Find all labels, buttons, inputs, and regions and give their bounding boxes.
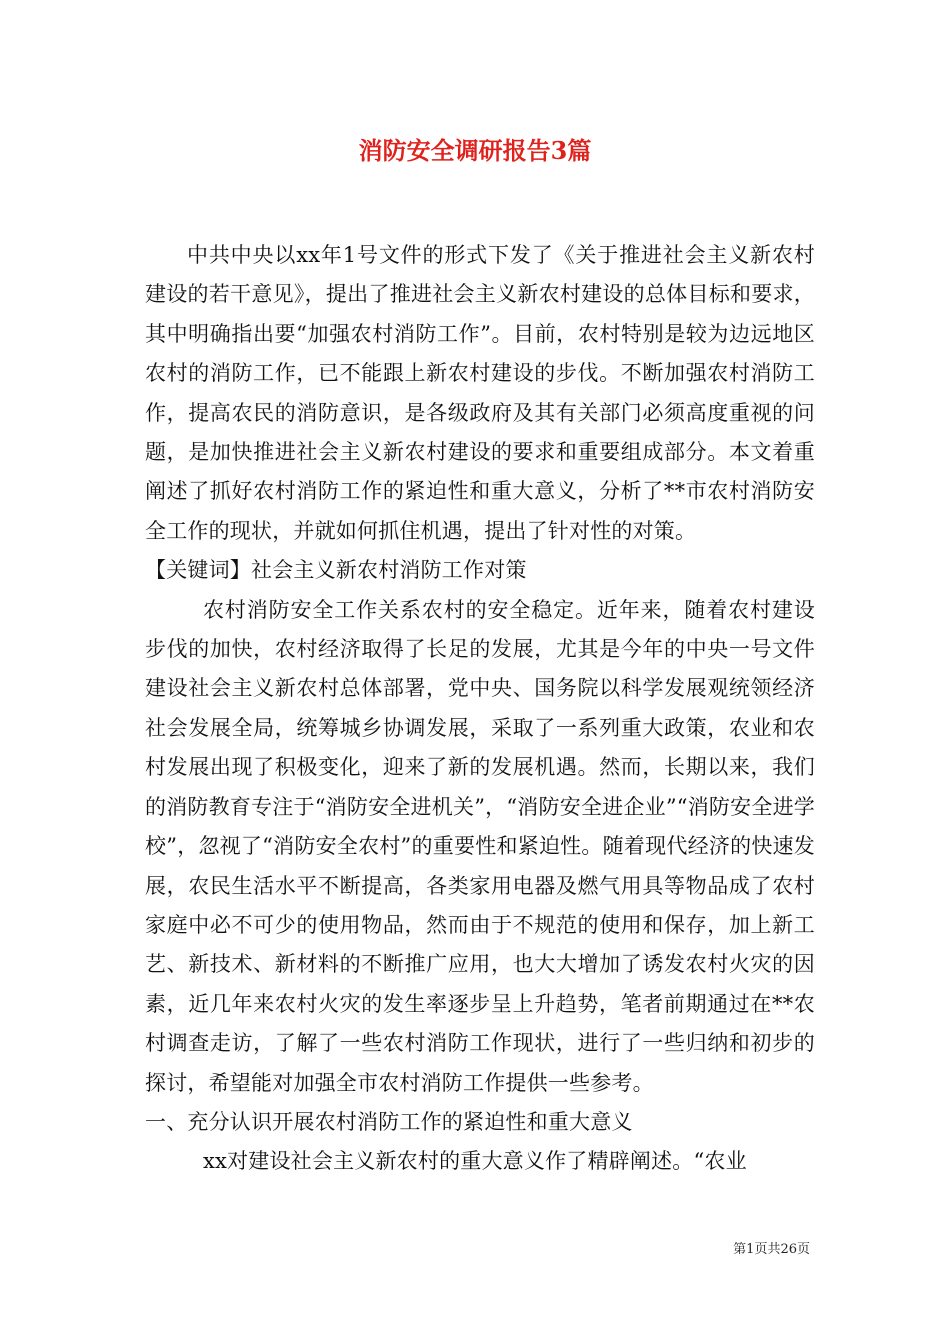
abstract-paragraph: 中共中央以xx年1号文件的形式下发了《关于推进社会主义新农村建设的若干意见》，提出了推进社会主义新农村建设的总体目标和要求，其中明确指出要“加强农村消防工作”。目前，农村特别是较为边远地区农村的消防工作，已不能跟上新农村建设的步伐。不断加强农村消防工作，提高农民的消防意识，是各级政府及其有关部门必须高度重视的问题，是加快推进社会主义新农村建设的要求和重要组成部分。本文着重阐述了抓好农村消防工作的紧迫性和重大意义，分析了**市农村消防安全工作的现状，并就如何抓住机遇，提出了针对性的对策。 — [145, 243, 815, 543]
section-paragraph: xx对建设社会主义新农村的重大意义作了精辟阐述。“农业 — [203, 1149, 747, 1174]
section-heading: 一、充分认识开展农村消防工作的紧迫性和重大意义 — [145, 1109, 633, 1134]
document-title: 消防安全调研报告3篇 — [358, 136, 592, 165]
document-body — [145, 236, 815, 1182]
keywords-line: 【关键词】社会主义新农村消防工作对策 — [145, 558, 527, 583]
intro-paragraph: 农村消防安全工作关系农村的安全稳定。近年来，随着农村建设步伐的加快，农村经济取得了长足的发展，尤其是今年的中央一号文件建设社会主义新农村总体部署，党中央、国务院以科学发展观统领经济社会发展全局，统筹城乡协调发展，采取了一系列重大政策，农业和农村发展出现了积极变化，迎来了新的发展机遇。然而，长期以来，我们的消防教育专注于“消防安全进机关”，“消防安全进企业”“消防安全进学校”，忽视了“消防安全农村”的重要性和紧迫性。随着现代经济的快速发展，农民生活水平不断提高，各类家用电器及燃气用具等物品成了农村家庭中必不可少的使用物品，然而由于不规范的使用和保存，加上新工艺、新技术、新材料的不断推广应用，也大大增加了诱发农村火灾的因素，近几年来农村火灾的发生率逐步呈上升趋势，笔者前期通过在**农村调查走访，了解了一些农村消防工作现状，进行了一些归纳和初步的探讨，希望能对加强全市农村消防工作提供一些参考。 — [145, 597, 815, 1095]
page-number-footer: 第1页共26页 — [733, 1242, 810, 1257]
